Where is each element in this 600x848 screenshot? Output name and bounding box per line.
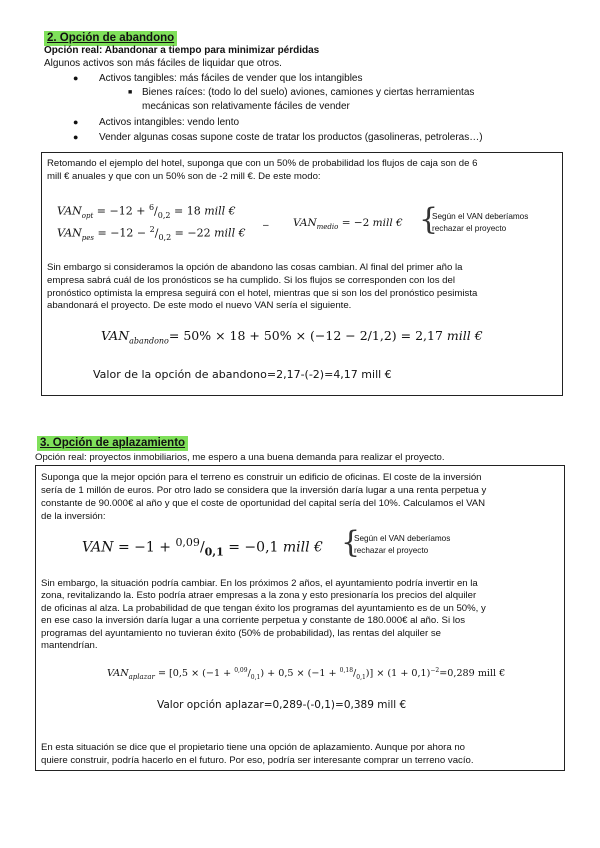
bullet-icon: ●: [73, 132, 79, 142]
formula-van-inversion: VAN = $-1 + ^{0,09}/_{0,1} = -0,1$ mill €: [82, 536, 323, 559]
formula-van-aplazar: $VAN_{aplazar} = [0,5 \times (-1 + ^{0,09}/_{0,1}) + 0,5 \times (-1 + ^{0,18}/_{0,1})] \times (1 + 0,1)^{-2}=0,289$ mill €: [107, 667, 506, 682]
value-line-abandono: Valor de la opción de abandono=2,17-(-2)=4,17 mill €: [93, 368, 392, 381]
subtitle-abandono: Opción real: Abandonar a tiempo para minimizar pérdidas: [44, 45, 320, 56]
paragraph-line: pronóstico optimista la empresa seguirá con el hotel, mientras que si son los del pronóstico pesimista: [47, 288, 478, 299]
section-heading-aplazamiento: 3. Opción de aplazamiento: [37, 436, 188, 451]
arrow-dash-icon: –: [263, 220, 269, 231]
paragraph-line: de oficinas al alza. La probabilidad de que tengan éxito los programas del ayuntamiento es de un 50%, y: [41, 603, 486, 614]
paragraph-line: En esta situación se dice que el propietario tiene una opción de aplazamiento. Aunque por ahora no: [41, 742, 466, 753]
paragraph-line: constante de 90.000€ al año y que el coste de oportunidad del capital sería del 10%. Calculamos el VAN: [41, 498, 486, 509]
brace-icon: {: [419, 202, 439, 237]
paragraph-line: de la inversión:: [41, 511, 106, 522]
brace-icon: {: [341, 525, 361, 560]
paragraph-line: Suponga que la mejor opción para el terreno es construir un edificio de oficinas. El coste de la inversión: [41, 472, 482, 483]
note-line: Según el VAN deberíamos: [432, 212, 529, 221]
bullet-icon: ●: [73, 73, 79, 83]
intro-aplazamiento: Opción real: proyectos inmobiliarios, me espero a una buena demanda para realizar el proyecto.: [35, 452, 445, 463]
paragraph-line: empresa sabrá cuál de los pronósticos se ha cumplido. Si los flujos se corresponden con los del: [47, 275, 455, 286]
paragraph-line: programas del ayuntamiento no tuvieran éxito (50% de probabilidad), las rentas del alquiler se: [41, 628, 441, 639]
paragraph-line: Retomando el ejemplo del hotel, suponga que con un 50% de probabilidad los flujos de caja son de 6: [47, 158, 478, 169]
list-item: Activos intangibles: vendo lento: [99, 117, 240, 128]
formula-van-abandono: $VAN_{abandono}= 50\% \times 18 + 50\% \times (-12 - 2/1,2) = 2,17$ mill €: [101, 328, 483, 346]
paragraph-line: Sin embargo, la situación podría cambiar. En los próximos 2 años, el ayuntamiento podría invertir en la: [41, 578, 478, 589]
list-item: Activos tangibles: más fáciles de vender que los intangibles: [99, 73, 363, 84]
note-line: rechazar el proyecto: [354, 546, 429, 555]
list-item: Vender algunas cosas supone coste de tratar los productos (gasolineras, petroleras…): [99, 132, 483, 143]
note-line: rechazar el proyecto: [432, 224, 507, 233]
intro-abandono: Algunos activos son más fáciles de liquidar que otros.: [44, 58, 282, 69]
formula-van-optimista: $VAN_{opt} = -12 + ^6/_{0,2} = 18$ mill €: [57, 203, 236, 220]
paragraph-line: en ese caso la inversión daría lugar a una corriente perpetua y constante de 180.000€ al año. Si los: [41, 615, 466, 626]
sub-list-item-line2: mecánicas son relativamente fáciles de vender: [142, 101, 350, 112]
paragraph-line: mill € anuales y que con un 50% son de -2 mill €. De este modo:: [47, 171, 321, 182]
paragraph-line: quiere construir, podría hacerlo en el futuro. Por eso, podría ser interesante comprar un terreno vacío.: [41, 755, 474, 766]
note-line: Según el VAN deberíamos: [354, 534, 451, 543]
paragraph-line: zona, revitalizando la. Esto podría atraer empresas a la zona y esto presionaría los precios del alquiler: [41, 590, 477, 601]
formula-van-pesimista: $VAN_{pes} = -12 - ^2/_{0,2} = -22$ mill €: [57, 225, 246, 242]
paragraph-line: Sin embargo si consideramos la opción de abandono las cosas cambian. Al final del primer año la: [47, 262, 463, 273]
paragraph-line: sería de 1 millón de euros. Por otro lado se considera que la inversión daría lugar a una renta perpetua y: [41, 485, 487, 496]
paragraph-line: abandonará el proyecto. De este modo el nuevo VAN sería el siguiente.: [47, 300, 352, 311]
square-bullet-icon: ■: [128, 89, 133, 96]
paragraph-line: mantendrían.: [41, 640, 98, 651]
sub-list-item-line1: Bienes raíces: (todo lo del suelo) aviones, camiones y ciertas herramientas: [142, 87, 475, 98]
section-heading-abandono: 2. Opción de abandono: [44, 31, 177, 46]
value-line-aplazar: Valor opción aplazar=0,289-(-0,1)=0,389 mill €: [157, 699, 407, 711]
formula-van-abandono-body: = 50% × 18 + 50% × (−12 − 2/1,2) = 2,17: [168, 328, 447, 343]
bullet-icon: ●: [73, 117, 79, 127]
formula-van-medio: $VAN_{medio} = -2$ mill €: [293, 217, 403, 232]
